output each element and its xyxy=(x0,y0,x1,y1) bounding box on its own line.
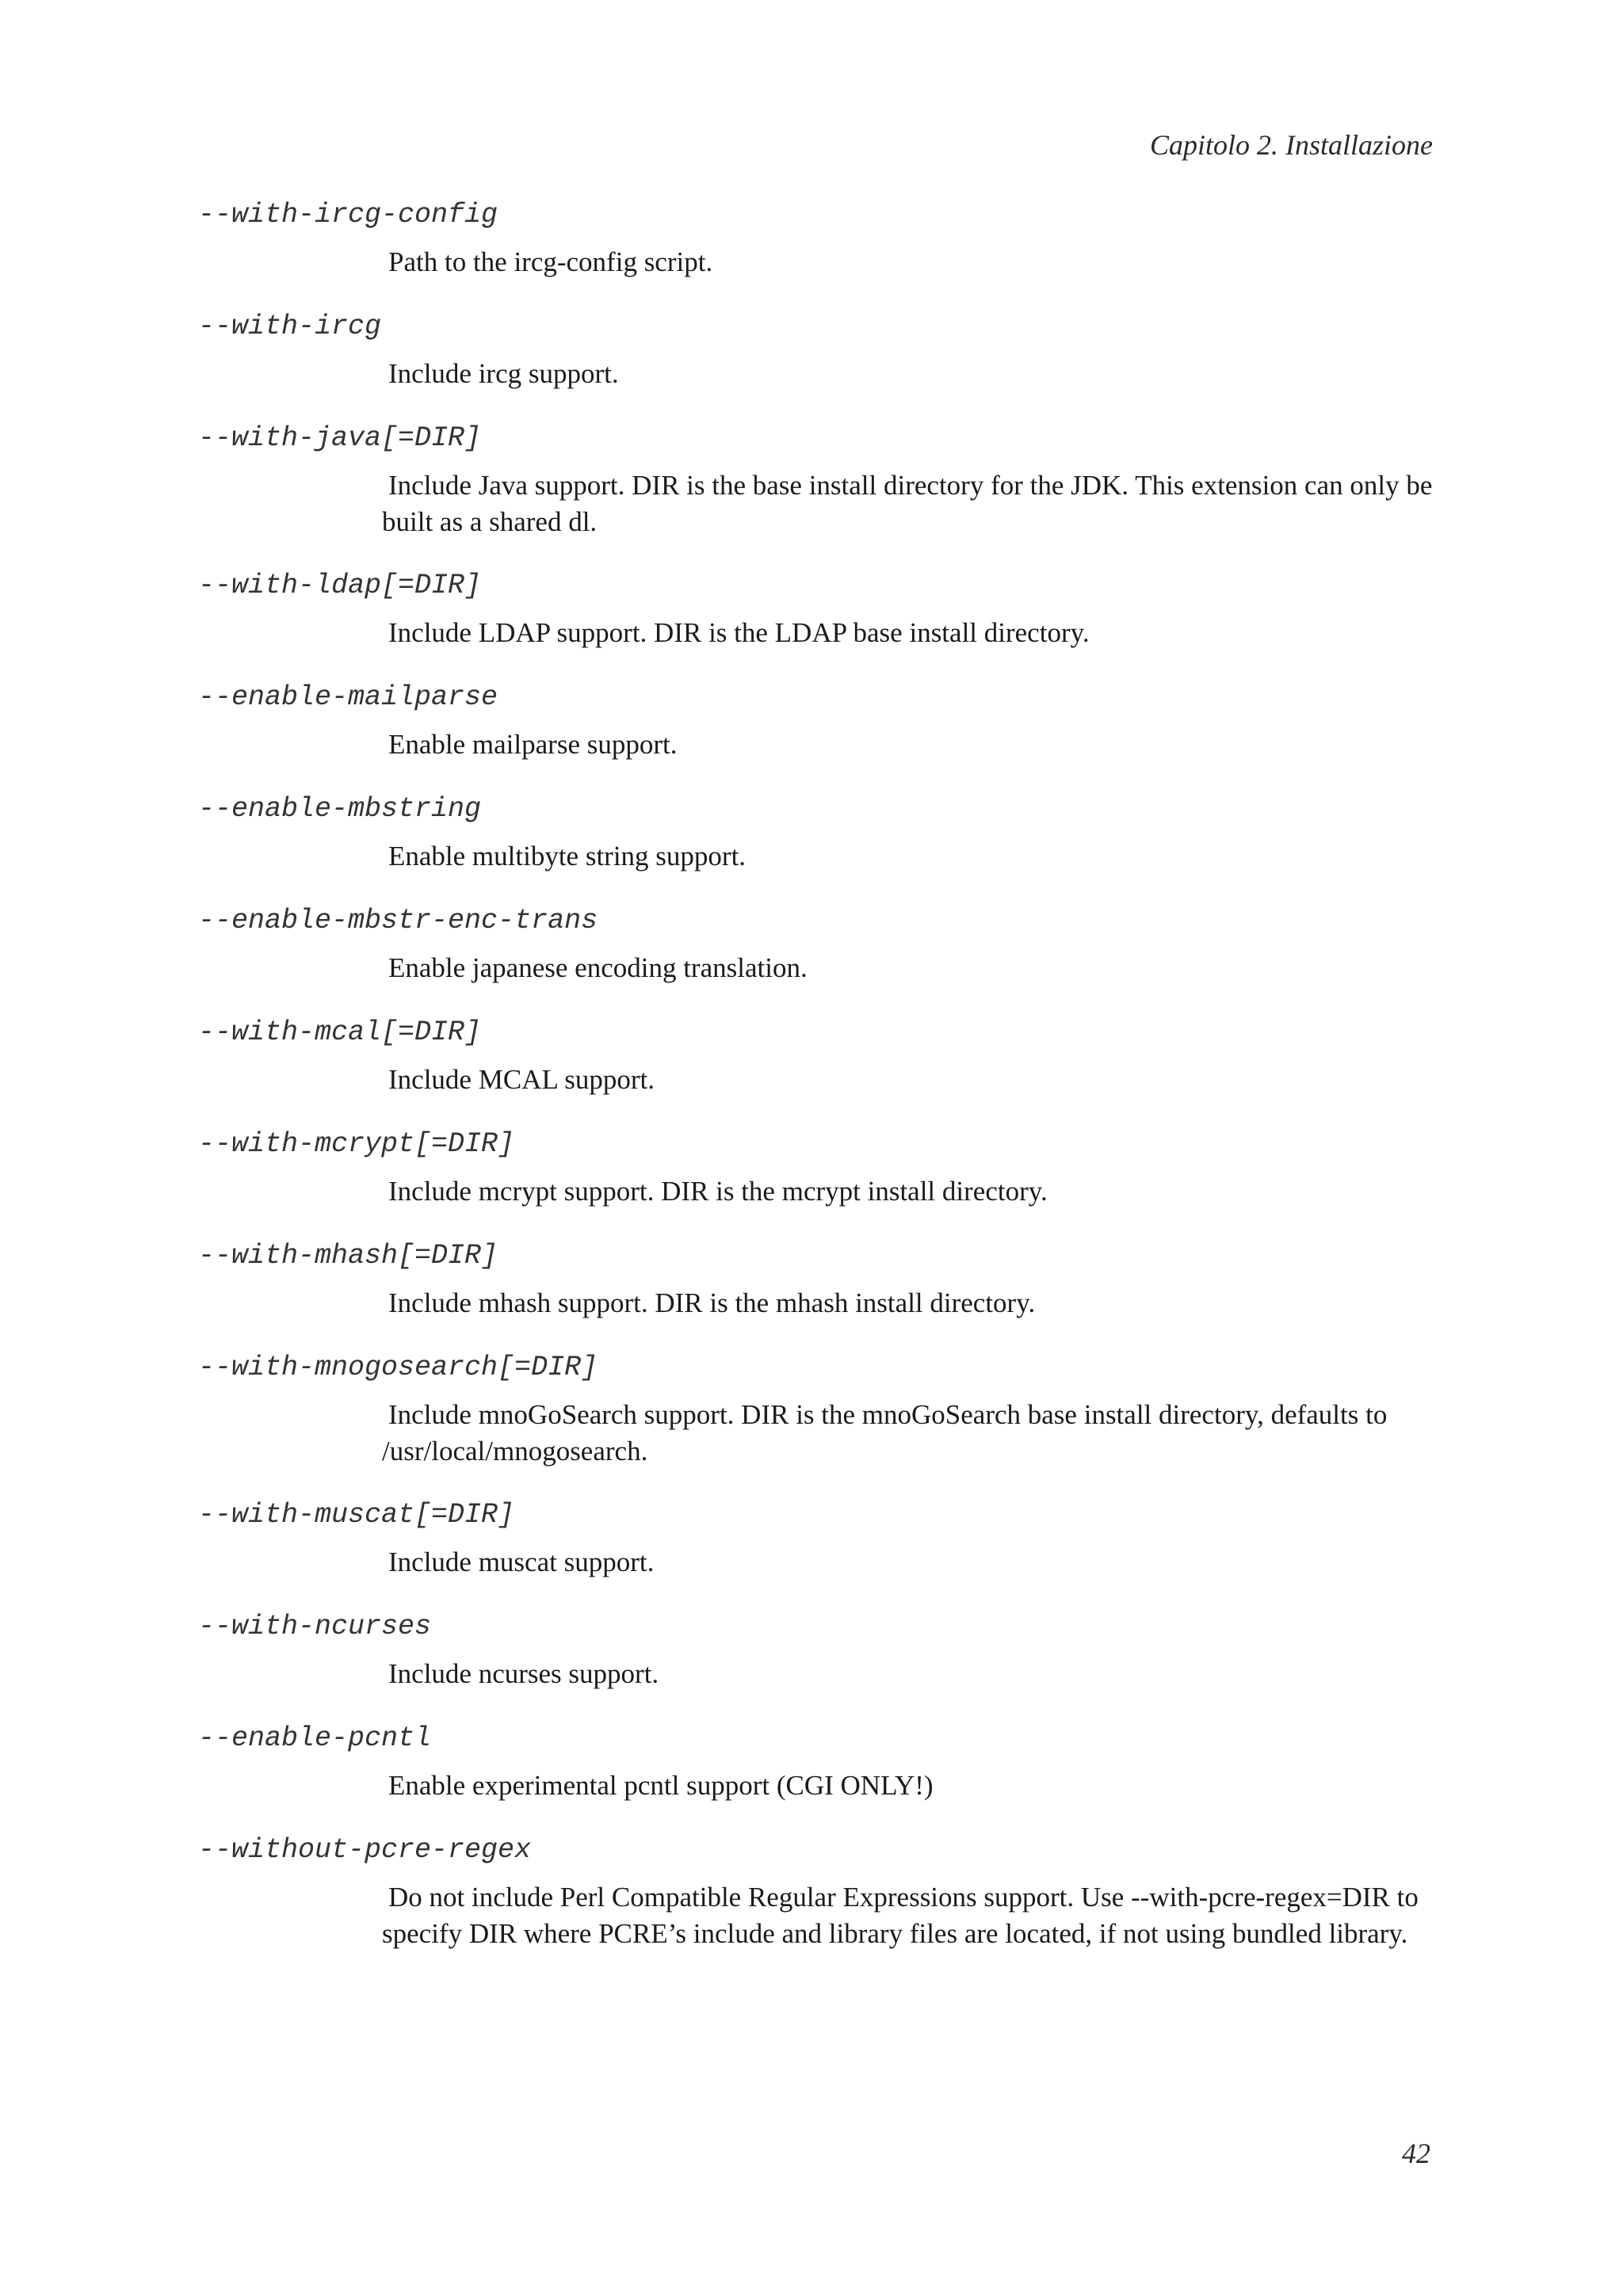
option-description: Enable multibyte string support. xyxy=(388,841,747,871)
option-entry xyxy=(198,792,1434,904)
option-name: --with-ncurses xyxy=(198,1611,432,1642)
option-entry xyxy=(198,421,1434,569)
option-name: --without-pcre-regex xyxy=(198,1834,532,1866)
option-entry xyxy=(198,1127,1434,1239)
option-entry xyxy=(198,681,1434,792)
option-entry xyxy=(198,310,1434,421)
option-entry xyxy=(198,1498,1434,1610)
option-name: --enable-pcntl xyxy=(198,1722,432,1754)
option-description: Enable japanese encoding translation. xyxy=(388,952,808,983)
option-entry xyxy=(198,1239,1434,1351)
option-entry xyxy=(198,569,1434,681)
option-description: Enable experimental pcntl support (CGI ONLY!) xyxy=(388,1770,934,1801)
option-entry xyxy=(198,1833,1434,1981)
option-name: --with-ldap[=DIR] xyxy=(198,570,482,601)
option-description: Include mhash support. DIR is the mhash install directory. xyxy=(388,1287,1036,1318)
option-description: Include ncurses support. xyxy=(388,1658,659,1689)
option-name: --enable-mailparse xyxy=(198,681,498,713)
option-entry xyxy=(198,198,1434,310)
option-description: Include mnoGoSearch support. DIR is the mnoGoSearch base install directory, defaults to /usr/local/mnogosearch. xyxy=(382,1399,1388,1466)
option-entry xyxy=(198,1722,1434,1833)
option-description: Include LDAP support. DIR is the LDAP base install directory. xyxy=(388,617,1090,648)
option-description: Include Java support. DIR is the base install directory for the JDK. This extension can only be built as a shared dl. xyxy=(382,470,1433,537)
option-list xyxy=(198,198,1434,1981)
option-entry xyxy=(198,1610,1434,1722)
option-name: --with-mcrypt[=DIR] xyxy=(198,1128,515,1160)
option-name: --with-mhash[=DIR] xyxy=(198,1240,498,1272)
option-entry xyxy=(198,904,1434,1016)
option-entry xyxy=(198,1351,1434,1498)
option-name: --enable-mbstring xyxy=(198,793,482,825)
option-name: --with-mcal[=DIR] xyxy=(198,1016,482,1048)
option-name: --with-mnogosearch[=DIR] xyxy=(198,1352,598,1383)
option-name: --with-muscat[=DIR] xyxy=(198,1499,515,1531)
option-description: Path to the ircg-config script. xyxy=(388,246,713,277)
option-description: Include muscat support. xyxy=(388,1547,655,1577)
running-header: Capitolo 2. Installazione xyxy=(1149,129,1433,161)
option-name: --with-java[=DIR] xyxy=(198,422,482,454)
page-number: 42 xyxy=(1402,2138,1430,2169)
option-description: Include mcrypt support. DIR is the mcrypt install directory. xyxy=(388,1176,1048,1207)
option-description: Include MCAL support. xyxy=(388,1064,655,1095)
option-description: Enable mailparse support. xyxy=(388,729,678,760)
option-entry xyxy=(198,1016,1434,1127)
option-name: --with-ircg xyxy=(198,311,382,342)
option-description: Include ircg support. xyxy=(388,358,619,389)
option-name: --with-ircg-config xyxy=(198,199,498,231)
option-name: --enable-mbstr-enc-trans xyxy=(198,905,598,936)
option-description: Do not include Perl Compatible Regular Expressions support. Use --with-pcre-regex=DIR to specify DIR where PCRE’s include and library files are located, if not using bundled library. xyxy=(382,1882,1419,1949)
